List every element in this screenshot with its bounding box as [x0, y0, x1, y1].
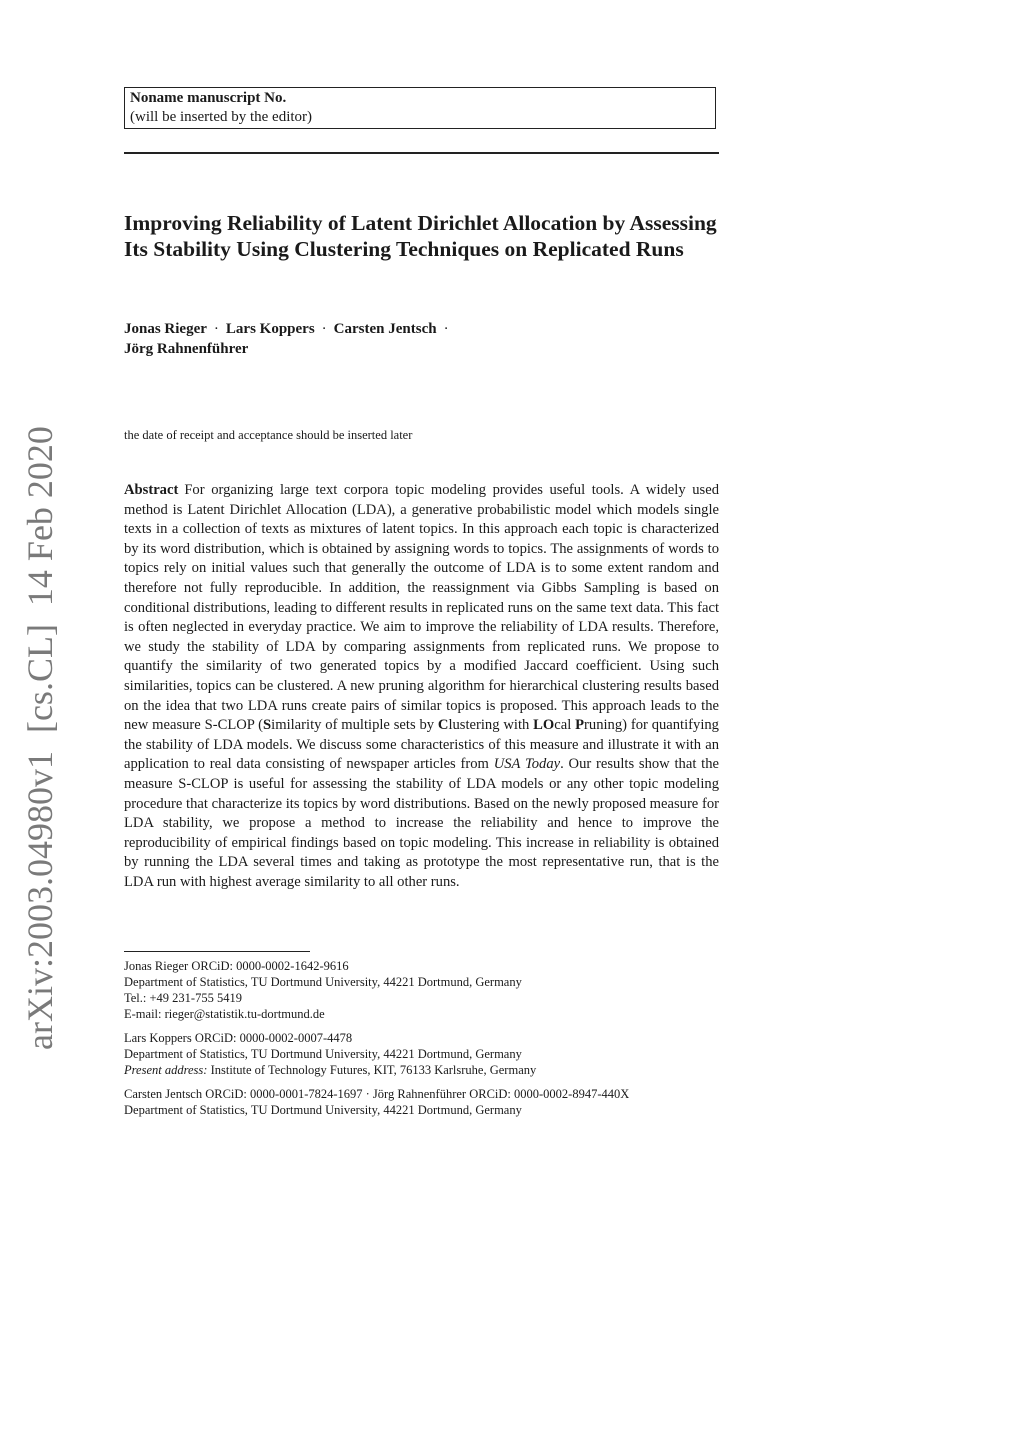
abstract-text: . Our results show that the measure S-CLOP is useful for assessing the stability of LDA models or any other topic modeling procedure that characterize its topics by word distributions. Based on the newly proposed measure for LDA stability, we propose a method to increase the reliability and hence to improve the reproducibility of empirical findings based on topic modeling. This increase in reliability is obtained by running the LDA several times and taking as prototype the most representative run, that is the LDA run with highest average similarity to all other runs. — [124, 756, 720, 890]
editor-note: (will be inserted by the editor) — [130, 109, 313, 125]
present-address-label: Present address: — [124, 1063, 208, 1077]
author-list — [124, 319, 724, 359]
abstract-text: ) for quantifying the stability of LDA models. We discuss some characteristics of this measure and illustrate it with an application to real data consisting of newspaper articles from — [124, 717, 719, 773]
abstract-text: imilarity of multiple sets by — [271, 717, 438, 734]
footnote-jentsch-rahnenfuehrer — [124, 1086, 724, 1118]
footnote-rule — [124, 951, 310, 952]
manuscript-number-label: Noname manuscript No. — [130, 90, 287, 106]
abstract-heading: Abstract — [124, 482, 179, 498]
arxiv-stamp: arXiv:2003.04980v1 [cs.CL] 14 Feb 2020 — [20, 426, 60, 1050]
footnote-line: Jonas Rieger ORCiD: 0000-0002-1642-9616 — [124, 959, 349, 973]
footnote-line: Lars Koppers ORCiD: 0000-0002-0007-4478 — [124, 1031, 353, 1045]
abstract-text: lustering with — [448, 717, 534, 734]
footnote-rieger — [124, 958, 724, 1022]
footnote-line: Department of Statistics, TU Dortmund University, 44221 Dortmund, Germany — [124, 1103, 522, 1117]
abstract-text: runing — [584, 717, 623, 734]
acronym-letter: P — [575, 717, 585, 734]
abstract — [124, 481, 719, 892]
author-footnotes — [124, 958, 724, 1126]
footnote-line — [124, 1062, 724, 1078]
paper-title: Improving Reliability of Latent Dirichlet Allocation by Assessing Its Stability Using Clustering Techniques on Replicated Runs — [124, 211, 717, 261]
date-note: the date of receipt and acceptance should be inserted later — [124, 428, 413, 442]
present-address-value: Institute of Technology Futures, KIT, 76133 Karlsruhe, Germany — [210, 1063, 537, 1077]
abstract-text: For organizing large text corpora topic modeling provides useful tools. A widely used method is Latent Dirichlet Allocation (LDA), a generative probabilistic model which models single texts in a collection of texts as mixtures of latent topics. In this approach each topic is characterized by its word distribution, which is obtained by assigning words to topics. The assignments of words to topics rely on initial values such that generally the outcome of LDA is to some extent random and therefore not fully reproducible. In addition, the reassignment via Gibbs Sampling is based on conditional distributions, leading to different results in replicated runs on the same text data. This fact is often neglected in everyday practice. We aim to improve the reliability of LDA results. Therefore, we study the stability of LDA by comparing assignments from replicated runs. We propose to quantify the similarity of two generated topics by a modified Jaccard coefficient. Using such similarities, topics can be clustered. A new pruning algorithm for hierarchical clustering results based on the idea that two LDA runs create pairs of similar topics is proposed. This approach leads to the new measure S-CLOP ( — [124, 482, 719, 734]
abstract-text: cal — [554, 717, 576, 734]
author-separator: · — [443, 321, 449, 337]
footnote-line: Carsten Jentsch ORCiD: 0000-0001-7824-1697 · Jörg Rahnenführer ORCiD: 0000-0002-8947-440X — [124, 1087, 630, 1101]
acronym-letter: C — [437, 717, 449, 734]
footnote-koppers — [124, 1030, 724, 1078]
header-rule — [124, 152, 719, 154]
author-name: Carsten Jentsch — [333, 321, 437, 337]
author-name: Jörg Rahnenführer — [124, 341, 249, 357]
manuscript-number-box — [124, 87, 716, 129]
author-name: Jonas Rieger — [124, 321, 207, 337]
acronym-letter: LO — [533, 717, 555, 734]
author-name: Lars Koppers — [225, 321, 315, 337]
newspaper-name: USA Today — [493, 756, 561, 773]
author-separator: · — [321, 321, 327, 337]
footnote-line: Department of Statistics, TU Dortmund University, 44221 Dortmund, Germany — [124, 975, 522, 989]
author-separator: · — [213, 321, 219, 337]
acronym-letter: S — [263, 717, 272, 734]
footnote-line: Tel.: +49 231-755 5419 — [124, 991, 242, 1005]
footnote-line: E-mail: rieger@statistik.tu-dortmund.de — [124, 1007, 325, 1021]
footnote-line: Department of Statistics, TU Dortmund University, 44221 Dortmund, Germany — [124, 1047, 522, 1061]
